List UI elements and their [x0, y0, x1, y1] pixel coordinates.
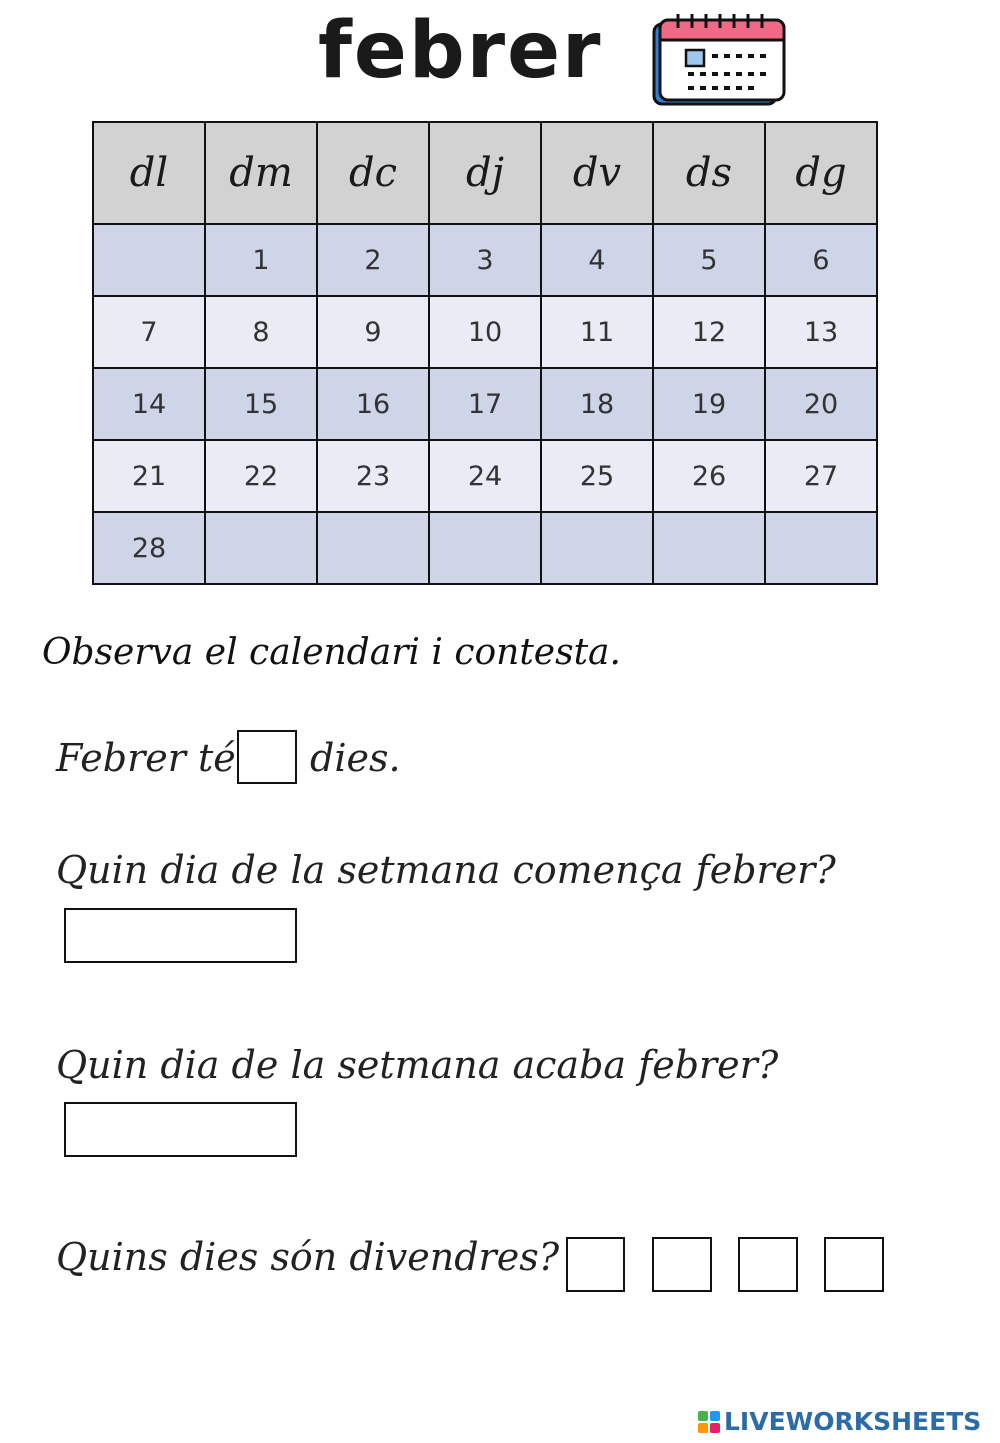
day-cell: 6: [765, 224, 877, 296]
day-cell: [765, 512, 877, 584]
friday-input-2[interactable]: [652, 1237, 712, 1292]
weekday-header: ds: [653, 122, 765, 224]
day-cell: 10: [429, 296, 541, 368]
day-cell: 16: [317, 368, 429, 440]
calendar-week-row: [93, 512, 877, 584]
weekday-header: dc: [317, 122, 429, 224]
end-weekday-input[interactable]: [64, 1102, 297, 1157]
day-cell: 11: [541, 296, 653, 368]
weekday-header: dg: [765, 122, 877, 224]
friday-input-1[interactable]: [566, 1237, 625, 1292]
calendar-week-row: [93, 224, 877, 296]
brand-name: LIVEWORKSHEETS: [724, 1407, 982, 1436]
day-cell: 15: [205, 368, 317, 440]
day-cell: 28: [93, 512, 205, 584]
day-cell: 2: [317, 224, 429, 296]
liveworksheets-logo: [697, 1407, 981, 1436]
day-cell: [317, 512, 429, 584]
question-start-weekday: Quin dia de la setmana comença febrer?: [56, 848, 836, 892]
weekday-header: dv: [541, 122, 653, 224]
calendar-week-row: [93, 440, 877, 512]
calendar-icon: [648, 10, 794, 108]
friday-input-4[interactable]: [824, 1237, 884, 1292]
question-end-weekday: Quin dia de la setmana acaba febrer?: [56, 1043, 779, 1087]
day-cell: 1: [205, 224, 317, 296]
day-cell: 24: [429, 440, 541, 512]
page-title: febrer: [318, 6, 603, 96]
day-cell: 19: [653, 368, 765, 440]
day-cell: 26: [653, 440, 765, 512]
day-cell: 27: [765, 440, 877, 512]
weekday-header: dm: [205, 122, 317, 224]
day-cell: [205, 512, 317, 584]
day-cell: [429, 512, 541, 584]
day-cell: 21: [93, 440, 205, 512]
day-cell: 18: [541, 368, 653, 440]
weekday-header-row: [93, 122, 877, 224]
day-cell: 4: [541, 224, 653, 296]
question-fridays: Quins dies són divendres?: [56, 1235, 560, 1279]
page-header: [0, 0, 1000, 115]
day-cell: [93, 224, 205, 296]
day-cell: 17: [429, 368, 541, 440]
calendar-week-row: [93, 368, 877, 440]
day-cell: [653, 512, 765, 584]
instruction-text: Observa el calendari i contesta.: [42, 632, 621, 673]
calendar-table: [92, 121, 878, 585]
calendar-week-row: [93, 296, 877, 368]
day-cell: [541, 512, 653, 584]
weekday-header: dl: [93, 122, 205, 224]
day-cell: 23: [317, 440, 429, 512]
start-weekday-input[interactable]: [64, 908, 297, 963]
day-cell: 22: [205, 440, 317, 512]
day-cell: 12: [653, 296, 765, 368]
day-cell: 25: [541, 440, 653, 512]
liveworksheets-logo-icon: [697, 1410, 721, 1434]
weekday-header: dj: [429, 122, 541, 224]
day-cell: 8: [205, 296, 317, 368]
day-cell: 9: [317, 296, 429, 368]
question-days-before: Febrer té: [56, 736, 236, 780]
day-cell: 3: [429, 224, 541, 296]
day-cell: 7: [93, 296, 205, 368]
days-count-input[interactable]: [237, 730, 297, 784]
day-cell: 20: [765, 368, 877, 440]
friday-input-3[interactable]: [738, 1237, 798, 1292]
day-cell: 14: [93, 368, 205, 440]
day-cell: 13: [765, 296, 877, 368]
day-cell: 5: [653, 224, 765, 296]
question-days-after: dies.: [310, 736, 401, 780]
